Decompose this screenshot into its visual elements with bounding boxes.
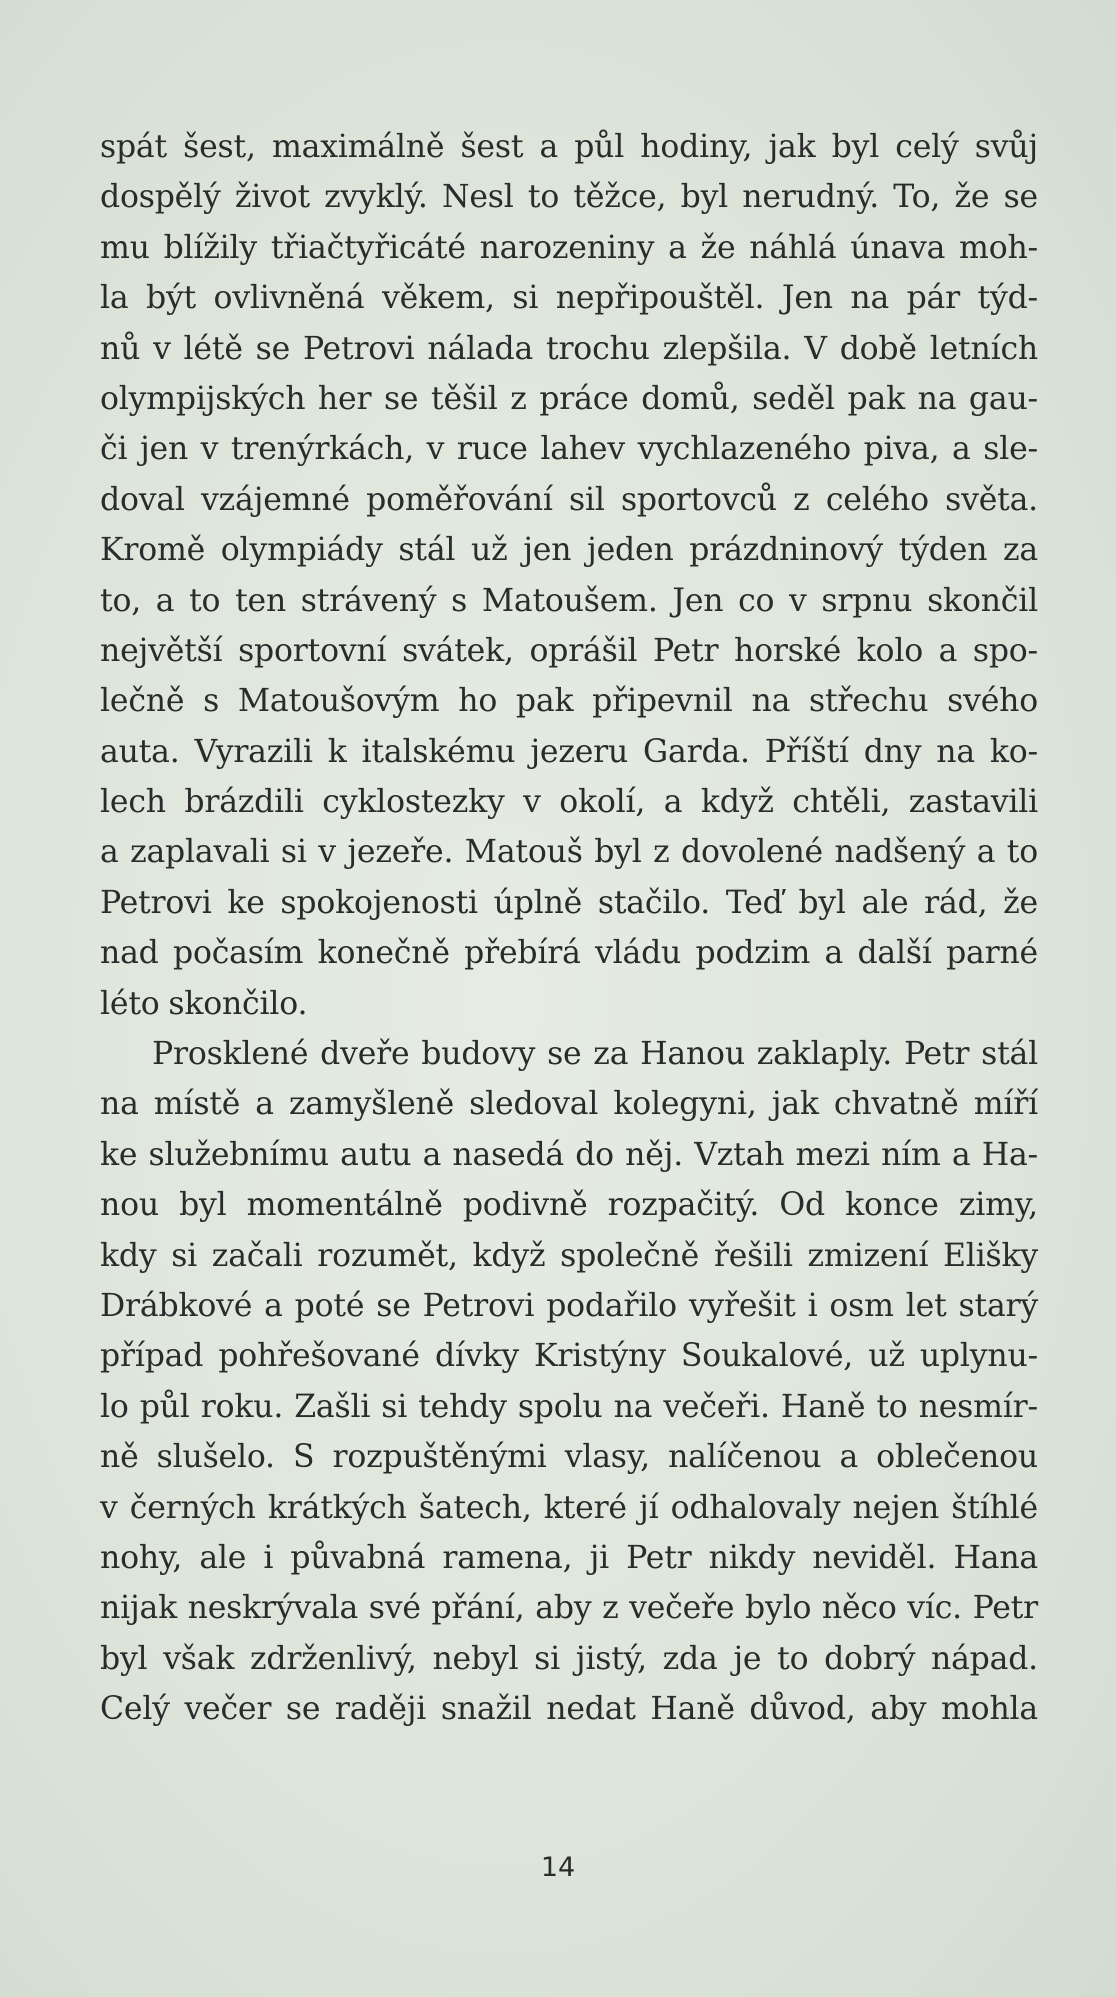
- text-line: dospělý život zvyklý. Nesl to těžce, byl nerudný. To, že se: [100, 179, 1038, 216]
- text-line: spát šest, maximálně šest a půl hodiny, jak byl celý svůj: [100, 129, 1038, 165]
- text-line: Drábkové a poté se Petrovi podařilo vyřešit i osm let starý: [100, 1287, 1038, 1324]
- paragraph-2: [100, 1029, 1038, 1734]
- text-line: auta. Vyrazili k italskému jezeru Garda. Příští dny na ko-: [100, 733, 1038, 770]
- text-line: doval vzájemné poměřování sil sportovců z celého světa.: [100, 481, 1038, 518]
- text-line: kdy si začali rozumět, když společně řešili zmizení Elišky: [100, 1237, 1038, 1274]
- text-line: nou byl momentálně podivně rozpačitý. Od konce zimy,: [100, 1187, 1038, 1224]
- text-line: případ pohřešované dívky Kristýny Soukalové, už uplynu-: [100, 1338, 1038, 1375]
- text-line: či jen v trenýrkách, v ruce lahev vychlazeného piva, a sle-: [100, 431, 1038, 468]
- text-line: lech brázdili cyklostezky v okolí, a když chtěli, zastavili: [100, 784, 1038, 821]
- text-line: lečně s Matoušovým ho pak připevnil na střechu svého: [100, 683, 1038, 720]
- body-text: [100, 122, 1038, 1735]
- text-line: léto skončilo.: [100, 985, 308, 1022]
- text-line: nijak neskrývala své přání, aby z večeře bylo něco víc. Petr: [100, 1590, 1038, 1627]
- text-line: lo půl roku. Zašli si tehdy spolu na večeři. Haně to nesmír-: [100, 1388, 1038, 1425]
- text-line: byl však zdrženlivý, nebyl si jistý, zda je to dobrý nápad.: [100, 1640, 1038, 1677]
- paragraph-1: [100, 122, 1038, 1029]
- text-line: nohy, ale i půvabná ramena, ji Petr nikdy neviděl. Hana: [100, 1539, 1038, 1576]
- text-line: Celý večer se raději snažil nedat Haně důvod, aby mohla: [100, 1691, 1038, 1728]
- text-line: la být ovlivněná věkem, si nepřipouštěl. Jen na pár týd-: [100, 280, 1038, 317]
- text-line: nad počasím konečně přebírá vládu podzim a další parné: [100, 935, 1038, 972]
- page-number: 14: [540, 1852, 576, 1883]
- text-line: Prosklené dveře budovy se za Hanou zaklaply. Petr stál: [152, 1036, 1038, 1073]
- text-line: olympijských her se těšil z práce domů, seděl pak na gau-: [100, 380, 1038, 417]
- text-line: na místě a zamyšleně sledoval kolegyni, jak chvatně míří: [100, 1086, 1038, 1123]
- text-line: ke služebnímu autu a nasedá do něj. Vztah mezi ním a Ha-: [100, 1136, 1038, 1173]
- text-line: v černých krátkých šatech, které jí odhalovaly nejen štíhlé: [100, 1489, 1038, 1526]
- text-line: největší sportovní svátek, oprášil Petr horské kolo a spo-: [100, 632, 1038, 669]
- text-line: a zaplavali si v jezeře. Matouš byl z dovolené nadšený a to: [100, 834, 1038, 871]
- text-line: Petrovi ke spokojenosti úplně stačilo. Teď byl ale rád, že: [100, 884, 1038, 921]
- text-line: to, a to ten strávený s Matoušem. Jen co v srpnu skončil: [100, 582, 1038, 619]
- text-line: ně slušelo. S rozpuštěnými vlasy, nalíčenou a oblečenou: [100, 1439, 1038, 1476]
- text-line: nů v létě se Petrovi nálada trochu zlepšila. V době letních: [100, 330, 1038, 367]
- text-line: Kromě olympiády stál už jen jeden prázdninový týden za: [100, 532, 1038, 569]
- text-line: mu blížily třiačtyřicáté narozeniny a že náhlá únava moh-: [100, 229, 1038, 266]
